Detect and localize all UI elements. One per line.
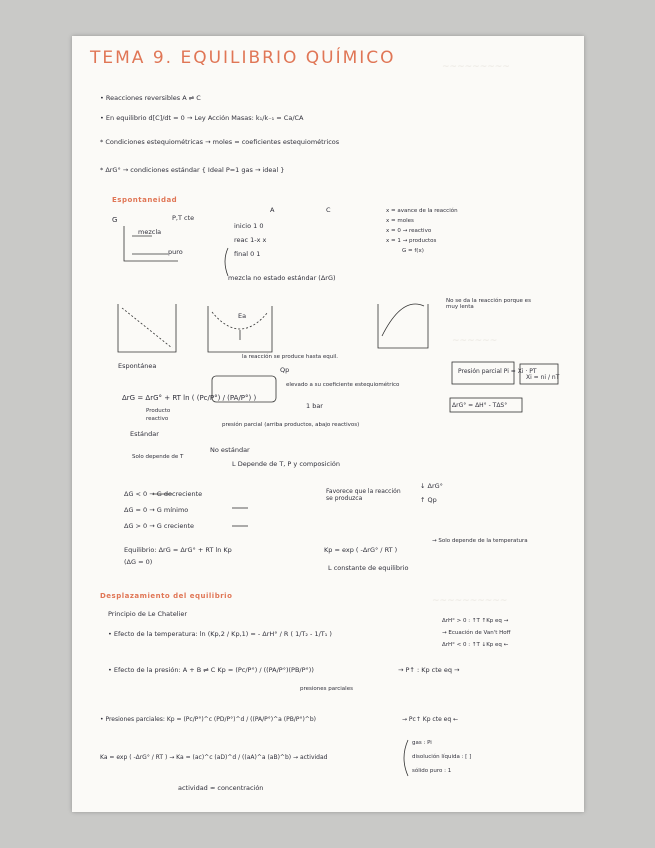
note: (ΔG = 0) [124, 558, 153, 566]
note: presión parcial (arriba productos, abajo reactivos) [222, 422, 360, 428]
curve [212, 312, 268, 329]
note: Producto [146, 408, 171, 414]
equation: Kp = exp ( -ΔrG° / RT ) [324, 546, 398, 554]
note: elevado a su coeficiente estequiométrico [286, 382, 400, 388]
note: gas : Pi [412, 740, 432, 746]
table-row: inicio 1 0 [234, 222, 264, 230]
note: P,T cte [172, 214, 195, 222]
note: la reacción se produce hasta equil. [242, 354, 339, 360]
note: → Solo depende de la temperatura [432, 538, 528, 544]
note: L constante de equilibrio [328, 564, 409, 572]
bracket [212, 376, 276, 402]
note: Presión parcial Pi = Xi · PT [458, 368, 537, 375]
table-row: final 0 1 [234, 250, 261, 258]
note: x = 1 → productos [386, 238, 437, 244]
note: No se da la reacción porque es muy lenta [446, 298, 531, 310]
note: Espontánea [118, 362, 157, 370]
note: ↑ Qp [420, 496, 437, 504]
equation: • Presiones parciales: Kp = (Pc/P°)^c (PD/P°)^d / ((PA/P°)^a (PB/P°)^b) [100, 716, 316, 723]
axis-label: G [112, 216, 118, 224]
bleed-through: ~~~~~~~~~ [442, 62, 510, 72]
note: No estándar [210, 446, 250, 454]
intro-line: * Condiciones estequiométricas → moles = coeficientes estequiométricos [100, 138, 340, 146]
note: disolución líquida : [ ] [412, 754, 472, 760]
note: Principio de Le Chatelier [108, 610, 187, 618]
note: ΔG > 0 → G creciente [124, 522, 195, 530]
note: x = moles [386, 218, 414, 224]
sketches [72, 36, 584, 812]
equation: Ka = exp ( -ΔrG° / RT ) → Ka = (ac)^c (aD)^d / ((aA)^a (aB)^b) → actividad [100, 754, 328, 761]
brace [225, 248, 228, 276]
note: mezcla [138, 228, 162, 236]
equation: • Efecto de la presión: A + B ⇌ C Kp = (Pc/P°) / ((PA/P°)(PB/P°)) [108, 666, 314, 674]
note: Qp [280, 366, 290, 374]
page-title: TEMA 9. EQUILIBRIO QUÍMICO [90, 48, 396, 68]
note: Estándar [130, 430, 159, 438]
note: mezcla no estado estándar (ΔrG) [228, 274, 336, 282]
formula-box [452, 362, 514, 384]
section-heading: Desplazamiento del equilibrio [100, 592, 233, 600]
note: → Ecuación de Van't Hoff [442, 630, 511, 636]
note: puro [168, 248, 183, 256]
note: L Depende de T, P y composición [232, 460, 340, 468]
axis-sketch [124, 226, 178, 261]
equation: Equilibrio: ΔrG = ΔrG° + RT ln Kp [124, 546, 232, 554]
bleed-through: ~~~~~~~~~~ [432, 596, 508, 606]
note: → P↑ : Kp cte eq → [398, 666, 460, 674]
note: ΔG < 0 → G decreciente [124, 490, 203, 498]
notebook-page [72, 36, 584, 812]
note: ΔrH° < 0 : ↑T ↓Kp eq ← [442, 642, 509, 648]
note: ΔG = 0 → G mínimo [124, 506, 189, 514]
note: → Pc↑ Kp cte eq ← [402, 716, 459, 723]
note: x = avance de la reacción [386, 208, 458, 214]
intro-line: • Reacciones reversibles A ⇌ C [100, 94, 201, 102]
note: actividad ≈ concentración [178, 784, 264, 792]
curve [382, 304, 424, 336]
equation: • Efecto de la temperatura: ln (Kp,2 / Kp,1) = - ΔrH° / R ( 1/T₂ - 1/T₁ ) [108, 630, 332, 638]
note: x = 0 → reactivo [386, 228, 432, 234]
brace [404, 740, 408, 776]
formula-box [520, 364, 558, 384]
note: sólido puro : 1 [412, 768, 452, 774]
note: reactivo [146, 416, 169, 422]
note: presiones parciales [300, 686, 353, 692]
table-row: reac 1-x x [234, 236, 267, 244]
note: Solo depende de T [132, 454, 184, 460]
note: Ea [238, 312, 247, 320]
note: ΔrH° > 0 : ↑T ↑Kp eq → [442, 618, 509, 624]
note: Favorece que la reacción se produzca [326, 488, 401, 502]
intro-line: • En equilibrio d[C]/dt = 0 → Ley Acción Masas: k₁/k₋₁ = Ca/CA [100, 114, 304, 122]
note: Xi = ni / nT [526, 374, 560, 381]
table-head: C [326, 206, 331, 214]
graph-no-reaccion [378, 304, 428, 348]
section-heading: Espontaneidad [112, 196, 178, 204]
intro-line: * ΔrG° → condiciones estándar { Ideal P=1 gas → ideal } [100, 166, 285, 174]
bleed-through: ~~~~~~ [452, 336, 498, 346]
equation: ΔrG = ΔrG° + RT ln ( (Pc/P°) / (PA/P°) ) [122, 394, 257, 402]
note: 1 bar [306, 402, 323, 410]
dashed-line [122, 308, 172, 348]
note: G = f(x) [402, 248, 424, 254]
note: ↓ ΔrG° [420, 482, 443, 490]
table-head: A [270, 206, 275, 214]
formula-box [450, 398, 522, 412]
note: ΔrG° = ΔH° - TΔS° [452, 402, 508, 409]
